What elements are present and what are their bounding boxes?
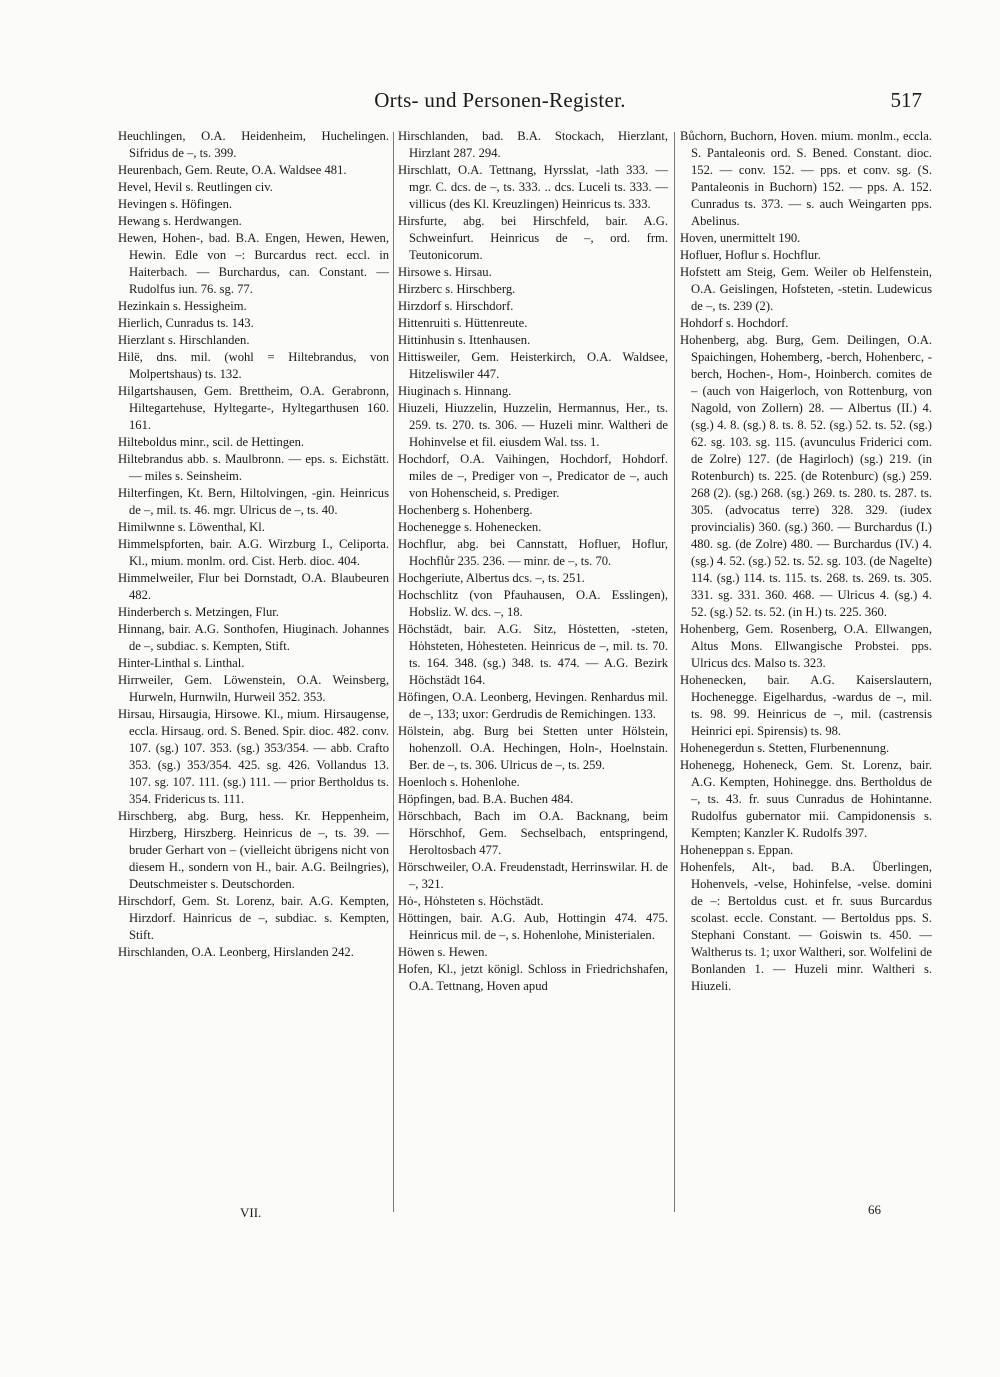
register-entry: Hohenegg, Hoheneck, Gem. St. Lorenz, bair. A.G. Kempten, Hohinegge. dns. Bertholdus de –, ts. 43. fr. suus Cunradus de Hohintanne. Rudolfus gubernator mii. Campidonensis s. Kempten; Kanzler K. Rudolfs 397. — [680, 758, 932, 840]
register-entry: Hittinhusin s. Ittenhausen. — [398, 333, 531, 347]
register-entry: Hörschbach, Bach im O.A. Backnang, beim Hörschhof, Gem. Sechselbach, entspringend, Heroltosbach 477. — [398, 809, 668, 857]
register-entry: Hȯ-, Hȯhsteten s. Höchstädt. — [398, 894, 544, 908]
column-middle — [398, 128, 668, 995]
register-entry: Hohdorf s. Hochdorf. — [680, 316, 789, 330]
register-entry: Hierzlant s. Hirschlanden. — [118, 333, 250, 347]
page-title: Orts- und Personen-Register. — [374, 88, 626, 112]
register-entry: Heuchlingen, O.A. Heidenheim, Huchelingen. Sifridus de –, ts. 399. — [118, 129, 389, 160]
register-entry: Höfingen, O.A. Leonberg, Hevingen. Renhardus mil. de –, 133; uxor: Gerdrudis de Remichingen. 133. — [398, 690, 668, 721]
register-entry: Hiuginach s. Hinnang. — [398, 384, 512, 398]
register-entry: Höwen s. Hewen. — [398, 945, 488, 959]
register-entry: Hilterfingen, Kt. Bern, Hiltolvingen, -gin. Heinricus de –, mil. ts. 46. mgr. Ulricus de –, ts. 40. — [118, 486, 389, 517]
register-entry: Himilwnne s. Löwenthal, Kl. — [118, 520, 265, 534]
register-entry: Hirsowe s. Hirsau. — [398, 265, 492, 279]
register-entry: Hinderberch s. Metzingen, Flur. — [118, 605, 279, 619]
register-entry: Heurenbach, Gem. Reute, O.A. Waldsee 481. — [118, 163, 347, 177]
register-entry: Hoheneppan s. Eppan. — [680, 843, 794, 857]
register-entry: Hochschlitz (von Pfauhausen, O.A. Esslingen), Hobsliz. W. dcs. –, 18. — [398, 588, 668, 619]
register-entry: Hittenruiti s. Hüttenreute. — [398, 316, 528, 330]
register-entry: Hilgartshausen, Gem. Brettheim, O.A. Gerabronn, Hiltegartehuse, Hyltegarte-, Hyltegarthusen 160. 161. — [118, 384, 389, 432]
register-entry: Hölstein, abg. Burg bei Stetten unter Hölstein, hohenzoll. O.A. Hechingen, Holn-, Hoelnstain. Ber. de –, ts. 306. Ulricus de –, ts. 259. — [398, 724, 668, 772]
register-entry: Hochdorf, O.A. Vaihingen, Hochdorf, Hohdorf. miles de –, Prediger von –, Predicator de –, auch von Hohenscheid, s. Prediger. — [398, 452, 668, 500]
register-entry: Hirzdorf s. Hirschdorf. — [398, 299, 514, 313]
register-entry: Hirrweiler, Gem. Löwenstein, O.A. Weinsberg, Hurweln, Hurnwiln, Hurweil 352. 353. — [118, 673, 389, 704]
register-entry: Hoven, unermittelt 190. — [680, 231, 801, 245]
register-entry: Hiuzeli, Hiuzzelin, Huzzelin, Hermannus, Her., ts. 259. ts. 270. ts. 306. — Huzeli minr. Waltheri de Hohinvelse et fil. eiusdem Wal. tss. 1. — [398, 401, 668, 449]
register-entry: Hochflur, abg. bei Cannstatt, Hofluer, Hoflur, Hochflůr 235. 236. — minr. de –, ts. 70. — [398, 537, 668, 568]
register-entry: Höpfingen, bad. B.A. Buchen 484. — [398, 792, 574, 806]
register-entry: Hevingen s. Höfingen. — [118, 197, 233, 211]
register-entry: Hochgeriute, Albertus dcs. –, ts. 251. — [398, 571, 585, 585]
sheet-number: 66 — [868, 1202, 881, 1217]
register-entry: Hewen, Hohen-, bad. B.A. Engen, Hewen, Hewen, Hewin. Edle von –: Burcardus rect. eccl. in Haiterbach. — Burchardus, can. Constant. — Rudolfus iun. 76. sg. 77. — [118, 231, 389, 296]
column-left — [118, 128, 389, 961]
register-entry: Hiltebrandus abb. s. Maulbronn. — eps. s. Eichstätt. — miles s. Seinsheim. — [118, 452, 389, 483]
register-entry: Hofen, Kl., jetzt königl. Schloss in Friedrichshafen, O.A. Tettnang, Hoven apud — [398, 962, 668, 993]
register-entry: Hevel, Hevil s. Reutlingen civ. — [118, 180, 273, 194]
register-entry: Höttingen, bair. A.G. Aub, Hottingin 474. 475. Heinricus mil. de –, s. Hohenlohe, Ministerialen. — [398, 911, 668, 942]
register-entry: Hirschdorf, Gem. St. Lorenz, bair. A.G. Kempten, Hirzdorf. Hainricus de –, subdiac. s. Kempten, Stift. — [118, 894, 389, 942]
register-entry: Hierlich, Cunradus ts. 143. — [118, 316, 254, 330]
register-entry: Hilë, dns. mil. (wohl = Hiltebrandus, von Molpertshaus) ts. 132. — [118, 350, 389, 381]
register-entry: Hochenegge s. Hohenecken. — [398, 520, 542, 534]
register-entry: Hilteboldus minr., scil. de Hettingen. — [118, 435, 305, 449]
register-entry: Hohenfels, Alt-, bad. B.A. Überlingen, Hohenvels, -velse, Hohinfelse, -velse. domini de –: Bertoldus cust. et fr. suus Burcardus scolast. eccle. Constant. — Bertoldus pps. S. Stephani Constant. — Goiswin ts. 450. — Waltherus ts. 1; uxor Waltheri, sor. Wolfelini de Bonlanden 1. — Huzeli minr. Waltheri s. Hiuzeli. — [680, 860, 932, 993]
register-entry: Himmelweiler, Flur bei Dornstadt, O.A. Blaubeuren 482. — [118, 571, 389, 602]
register-entry: Hohenegerdun s. Stetten, Flurbenennung. — [680, 741, 890, 755]
register-entry: Höchstädt, bair. A.G. Sitz, Hȯstetten, -steten, Hȯhsteten, Hȯhesteten. Heinricus de –, mil. ts. 70. ts. 164. 348. (sg.) 348. ts. 474. — A.G. Bezirk Höchstädt 164. — [398, 622, 668, 687]
register-entry: Hörschweiler, O.A. Freudenstadt, Herrinswilar. H. de –, 321. — [398, 860, 668, 891]
register-entry: Hewang s. Herdwangen. — [118, 214, 242, 228]
register-entry: Bůchorn, Buchorn, Hoven. mium. monlm., eccla. S. Pantaleonis ord. S. Bened. Constant. dioc. 152. — conv. 152. — pps. et conv. sg. (S. Pantaleonis in Buchorn) 152. — pps. A. 152. Cunradus ts. 373. — s. auch Weingarten pps. Abelinus. — [680, 129, 932, 228]
register-entry: Hirsau, Hirsaugia, Hirsowe. Kl., mium. Hirsaugense, eccla. Hirsaug. ord. S. Bened. Spir. dioc. 482. conv. 107. (sg.) 107. 353. (sg.) 353/354. — abb. Crafto 353. (sg.) 353/354. 425. sg. 426. Vollandus 13. 107. sg. 107. 111. (sg.) 111. — prior Bertholdus ts. 354. Fridericus ts. 111. — [118, 707, 389, 806]
register-entry: Hohenberg, abg. Burg, Gem. Deilingen, O.A. Spaichingen, Hohemberg, -berch, Hohenberc, -berch, Hochen-, Hom-, Hoinberch. comites de – (auch von Haigerloch, von Rottenburg, von Nagold, von Zollern) 28. — Albertus (II.) 4. (sg.) 4. 8. (sg.) 8. ts. 8. 52. (sg.) 52. ts. 52. (sg.) 62. sg. 103. sg. 115. (avunculus Friderici com. de Zolre) 127. (de Hagirloch) (sg.) 219. (in Rotenburch) ts. 225. (de Rotenburc) (sg.) 259. 268 (2). (sg.) 268. (sg.) 269. ts. 280. ts. 287. ts. 305. (advocatus terre) 328. 329. (iudex provincialis) 360. (sg.) 360. — Burchardus (I.) 480. sg. (de Zolre) 480. — Burchardus (IV.) 4. (sg.) 4. 52. (sg.) 52. ts. 52. sg. 103. (de Nagelte) 114. (sg.) 114. ts. 115. ts. 268. ts. 269. ts. 305. 331. sg. 331. 360. 468. — Ulricus 4. (sg.) 4. 52. (sg.) 52. ts. 52. (in H.) ts. 225. 360. — [680, 333, 932, 619]
register-entry: Hofluer, Hoflur s. Hochflur. — [680, 248, 821, 262]
register-entry: Hofstett am Steig, Gem. Weiler ob Helfenstein, O.A. Geislingen, Hofsteten, -stetin. Ludewicus de –, ts. 239 (2). — [680, 265, 932, 313]
register-entry: Hirschlanden, O.A. Leonberg, Hirslanden 242. — [118, 945, 354, 959]
register-entry: Hohenberg, Gem. Rosenberg, O.A. Ellwangen, Altus Mons. Ellwangische Probstei. pps. Ulricus dcs. Malso ts. 323. — [680, 622, 932, 670]
register-entry: Hinter-Linthal s. Linthal. — [118, 656, 245, 670]
signature-mark: VII. — [240, 1205, 262, 1220]
register-entry: Hittisweiler, Gem. Heisterkirch, O.A. Waldsee, Hitzeliswiler 447. — [398, 350, 668, 381]
register-entry: Hirschlatt, O.A. Tettnang, Hyrsslat, -lath 333. — mgr. C. dcs. de –, ts. 333. .. dcs. Luceli ts. 333. — villicus (des Kl. Kreuzlingen) Heinricus ts. 333. — [398, 163, 668, 211]
register-entry: Hezinkain s. Hessigheim. — [118, 299, 247, 313]
register-entry: Hirschlanden, bad. B.A. Stockach, Hierzlant, Hirzlant 287. 294. — [398, 129, 668, 160]
register-entry: Hoenloch s. Hohenlohe. — [398, 775, 520, 789]
register-entry: Hirzberc s. Hirschberg. — [398, 282, 516, 296]
register-entry: Hohenecken, bair. A.G. Kaiserslautern, Hochenegge. Eigelhardus, -wardus de –, mil. ts. 98. 99. Heinricus de –, mil. (castrensis Heinrici epi. Spirensis) ts. 98. — [680, 673, 932, 738]
register-entry: Himmelspforten, bair. A.G. Wirzburg I., Celiporta. Kl., mium. monlm. ord. Cist. Herb. dioc. 404. — [118, 537, 389, 568]
register-entry: Hirsfurte, abg. bei Hirschfeld, bair. A.G. Schweinfurt. Heinricus de –, ord. frm. Teutonicorum. — [398, 214, 668, 262]
register-entry: Hochenberg s. Hohenberg. — [398, 503, 533, 517]
register-entry: Hinnang, bair. A.G. Sonthofen, Hiuginach. Johannes de –, subdiac. s. Kempten, Stift. — [118, 622, 389, 653]
column-divider — [393, 132, 394, 1212]
register-entry: Hirschberg, abg. Burg, hess. Kr. Heppenheim, Hirzberg, Hirszberg. Heinricus de –, ts. 39. — bruder Gerhart von – (vielleicht übrigens nicht von diesem H., sondern von H., bair. A.G. Beilngries), Deutschmeister s. Deutschorden. — [118, 809, 389, 891]
page-number: 517 — [890, 88, 922, 112]
column-divider — [674, 132, 675, 1212]
column-right — [680, 128, 932, 995]
